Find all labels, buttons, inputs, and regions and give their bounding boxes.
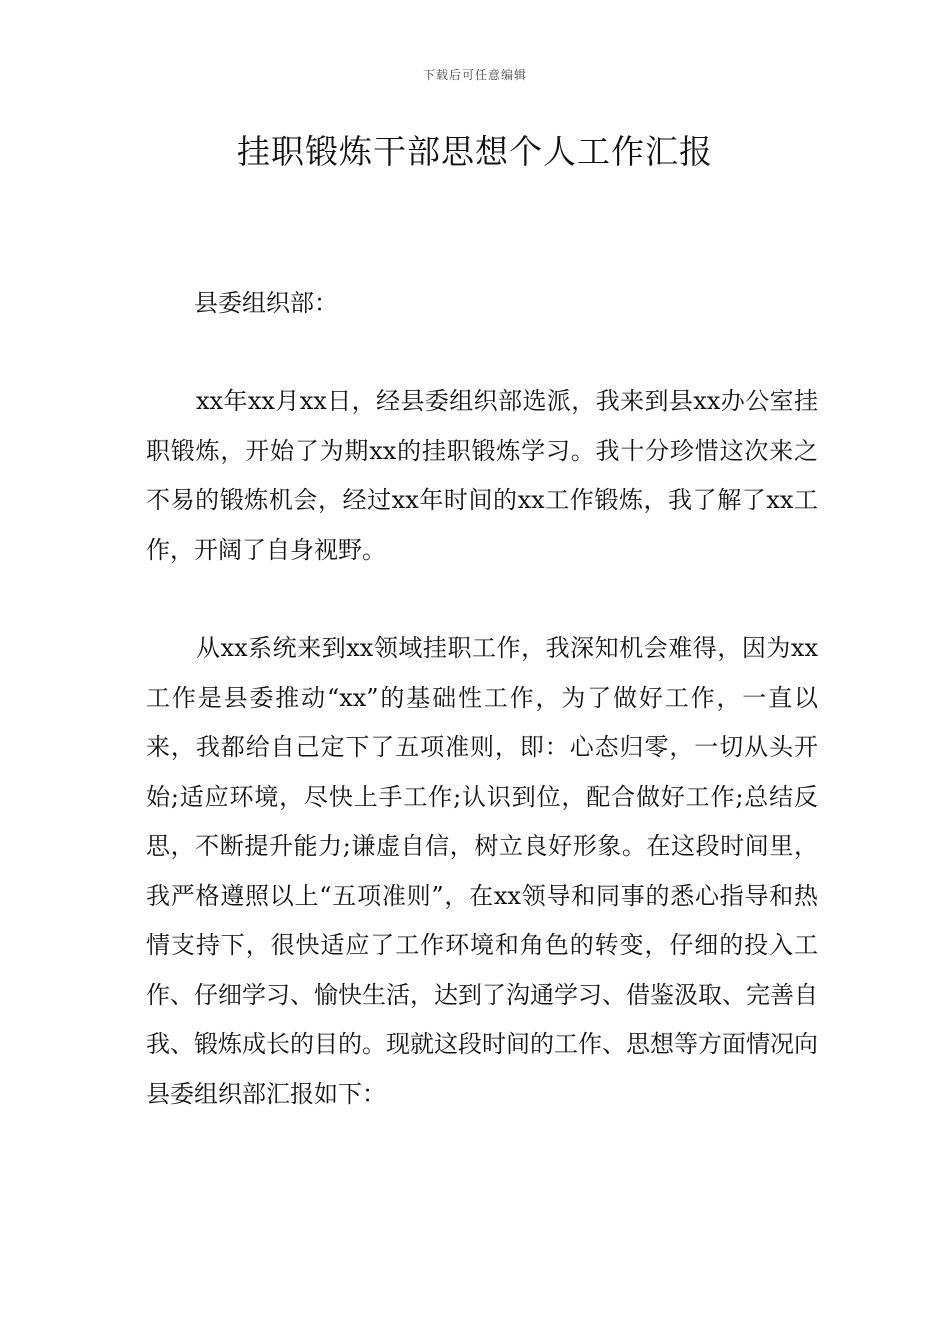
- body-paragraph-1: xx年xx月xx日，经县委组织部选派，我来到县xx办公室挂职锻炼，开始了为期xx的挂职锻炼学习。我十分珍惜这次来之不易的锻炼机会，经过xx年时间的xx工作锻炼，我了解了xx工作，开阔了自身视野。: [146, 387, 818, 564]
- salutation: 县委组织部：: [194, 289, 338, 317]
- document-title: 挂职锻炼干部思想个人工作汇报: [237, 132, 713, 171]
- body-paragraph-2: 从xx系统来到xx领域挂职工作，我深知机会难得，因为xx工作是县委推动“xx”的基础性工作，为了做好工作，一直以来，我都给自己定下了五项准则，即：心态归零，一切从头开始;适应环境，尽快上手工作;认识到位，配合做好工作;总结反思，不断提升能力;谦虚自信，树立良好形象。在这段时间里，我严格遵照以上“五项准则”，在xx领导和同事的悉心指导和热情支持下，很快适应了工作环境和角色的转变，仔细的投入工作、仔细学习、愉快生活，达到了沟通学习、借鉴汲取、完善自我、锻炼成长的目的。现就这段时间的工作、思想等方面情况向县委组织部汇报如下：: [146, 634, 818, 1108]
- page-header-note: 下载后可任意编辑: [422, 68, 527, 82]
